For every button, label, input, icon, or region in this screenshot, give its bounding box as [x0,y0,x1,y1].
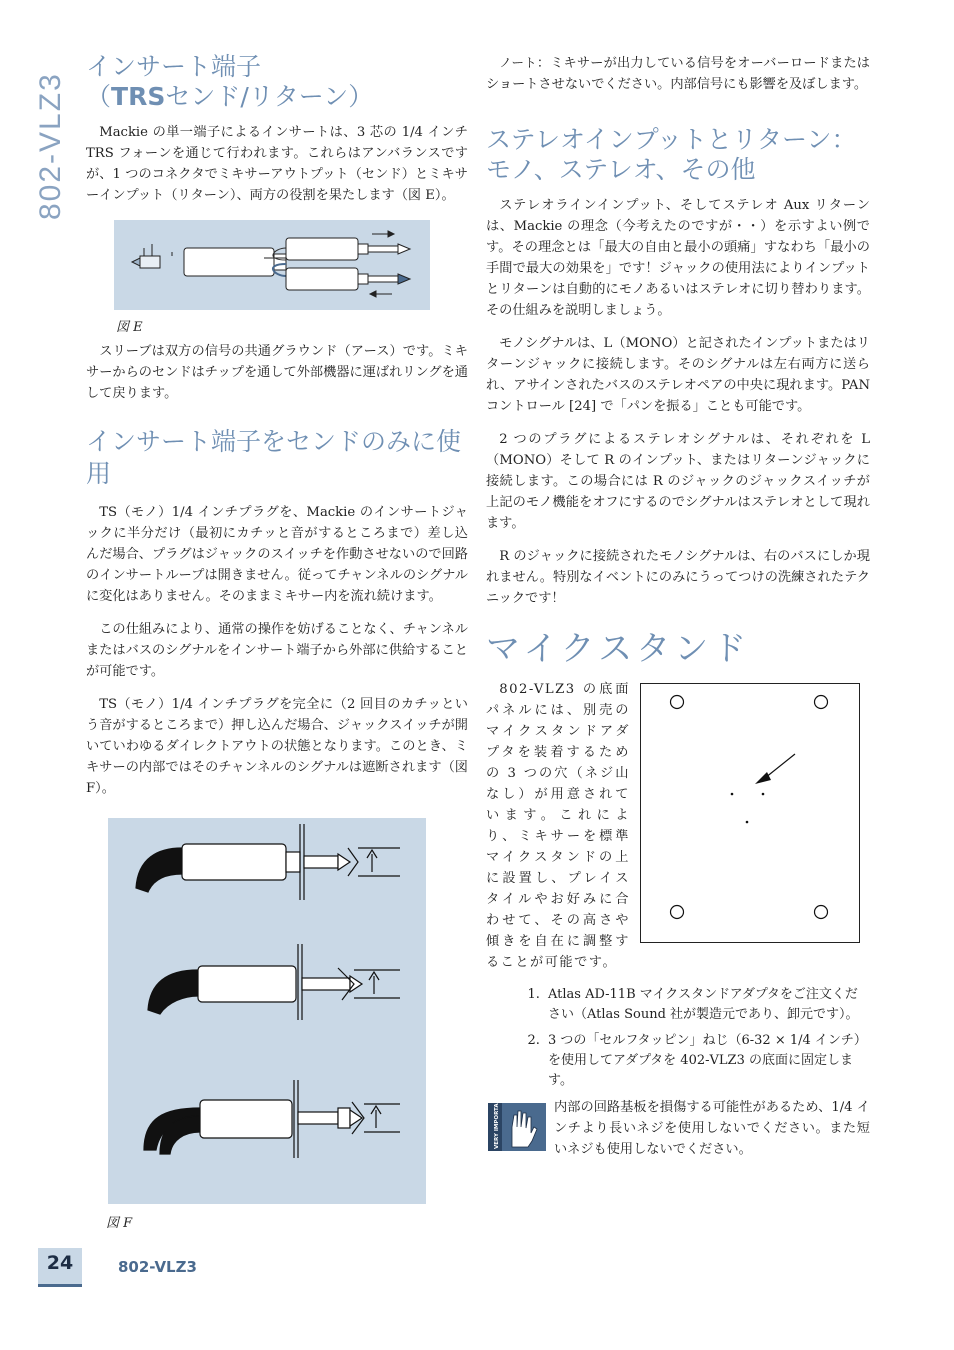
heading-mic-stand: マイクスタンド [486,629,751,669]
paragraph-half-insert: TS（モノ）1/4 インチプラグを、Mackie のインサートジャックに半分だけ（最初にカチッと音がするところまで）差し込んだ場合、プラグはジャックのスイッチを作動させないので回路のインサートループは開きません。従ってチャンネルのシグナルに変化はありません。そのままミキサー内を流れ続けます。 [86,505,468,604]
page-number: 24 [46,1252,74,1274]
paragraph-feed-external: この仕組みにより、通常の操作を妨げることなく、チャンネルまたはバスのシグナルをインサート端子から外部に供給することが可能です。 [86,622,468,679]
paragraph-insert-intro: Mackie の単一端子によるインサートは、3 芯の 1/4 インチ TRS フォーンを通じて行われます。これらはアンバランスですが、1 つのコネクタでミキサーアウトプット（センド）とミキサーインプット（リターン）、両方の役割を果たします（図 E）。 [86,125,468,203]
paragraph-mono-signal: モノシグナルは、L（MONO）と記されたインプットまたはリターンジャックに接続します。そのシグナルは左右両方に送られ、アサインされたバスのステレオペアの中央に現れます。PAN コントロール [24] で「パンを振る」ことも可能です。 [486,336,870,414]
heading-insert [86,52,468,112]
paragraph-sleeve: スリーブは双方の信号の共通グラウンド（アース）です。ミキサーからのセンドはチップを通して外部機器に運ばれリングを通して戻ります。 [86,344,468,401]
important-notice [486,1097,870,1160]
heading-send-only: インサート端子をセンドのみに使用 [86,427,462,488]
corner-hole-top-right [815,696,828,709]
bottom-panel-diagram [640,683,860,943]
important-text: 内部の回路基板を損傷する可能性があるため、1/4 インチより長いネジを使用しないでください。また短いネジも使用しないでください。 [554,1100,870,1157]
corner-hole-bottom-right [815,906,828,919]
paragraph-stereo-signal: 2 つのプラグによるステレオシグナルは、それぞれを L（MONO）そして R のインプット、またはリターンジャックに接続します。この場合には R のジャックのジャックスイッチが上記のモノ機能をオフにするのでシグナルはステレオとして現れます。 [486,432,870,531]
mount-hole-3 [746,821,749,824]
mounting-holes-diagram [641,684,859,942]
side-product-title: 802-VLZ3 [34,72,67,220]
step-2: 2. 3 つの「セルフタッピン」ねじ（6-32 × 1/4 インチ）を使用してアダプタを 402-VLZ3 の底面に固定します。 [544,1031,870,1091]
mic-stand-text [486,679,630,973]
mic-stand-steps [486,985,870,1091]
hand-warning-icon [488,1103,546,1151]
ts-plug-positions-diagram [108,818,426,1204]
paragraph-stereo-philosophy: ステレオラインインプット、そしてステレオ Aux リターンは、Mackie の理念（今考えたのですが・・）を示すよい例です。その理念とは「最大の自由と最小の頭痛」すなわち「最小の手間で最大の効果を」です！ジャックの使用法によりインプットとリターンは自動的にモノあるいはステレオに切り替わります。その仕組みを説明しましょう。 [486,198,870,318]
mic-stand-section [486,679,870,973]
paragraph-mic-stand: 802-VLZ3 の底面パネルには、別売のマイクスタンドアダプタを装着するための 3 つの穴（ネジ山なし）が用意されています。これにより、ミキサーを標準マイクスタンドの上に設置し、プレイスタイルやお好みに合わせて、その高さや傾きを自在に調整することが可能です。 [486,682,630,970]
mount-hole-1 [731,793,734,796]
heading-stereo-line2: モノ、ステレオ、その他 [486,155,756,184]
corner-hole-top-left [671,696,684,709]
heading-stereo-inputs [486,125,870,185]
note-paragraph [486,52,870,95]
figure-e-caption: 図 E [116,320,143,335]
arrow-icon [755,772,771,784]
note-text: ：ミキサーが出力している信号をオーバーロードまたはショートさせないでください。内部信号にも影響を及ぼします。 [486,56,870,92]
figure-e [114,220,430,310]
note-label: ノート [499,55,537,70]
paragraph-full-insert: TS（モノ）1/4 インチプラグを完全に（2 回目のカチッという音がするところまで）押し込んだ場合、ジャックスイッチが開いていわゆるダイレクトアウトの状態となります。このとき、ミキサーの内部ではそのチャンネルのシグナルは遮断されます（図 F）。 [86,697,468,796]
badge-text: VERY IMPORTANT [494,1103,500,1149]
paragraph-r-only: R のジャックに接続されたモノシグナルは、右のバスにしか現れません。特別なイベントにのみにうってつけの洗練されたテクニックです！ [486,549,870,606]
corner-hole-bottom-left [671,906,684,919]
footer-product-name: 802-VLZ3 [118,1258,197,1276]
heading-insert-open: （ [86,82,112,111]
mount-hole-2 [762,793,765,796]
heading-stereo-line1: ステレオインプットとリターン： [486,125,857,154]
right-column [486,52,870,1172]
figure-f-caption: 図 F [106,1216,133,1231]
step-1: 1. Atlas AD-11B マイクスタンドアダプタをご注文ください（Atlas Sound 社が製造元であり、卸元です）。 [544,985,870,1025]
trs-insert-cable-diagram [114,220,430,310]
heading-insert-trs: TRS [111,82,166,111]
left-column [86,52,468,811]
heading-insert-rest: センド/リターン） [165,82,374,111]
figure-f [108,818,426,1204]
heading-insert-line1: インサート端子 [86,52,262,81]
